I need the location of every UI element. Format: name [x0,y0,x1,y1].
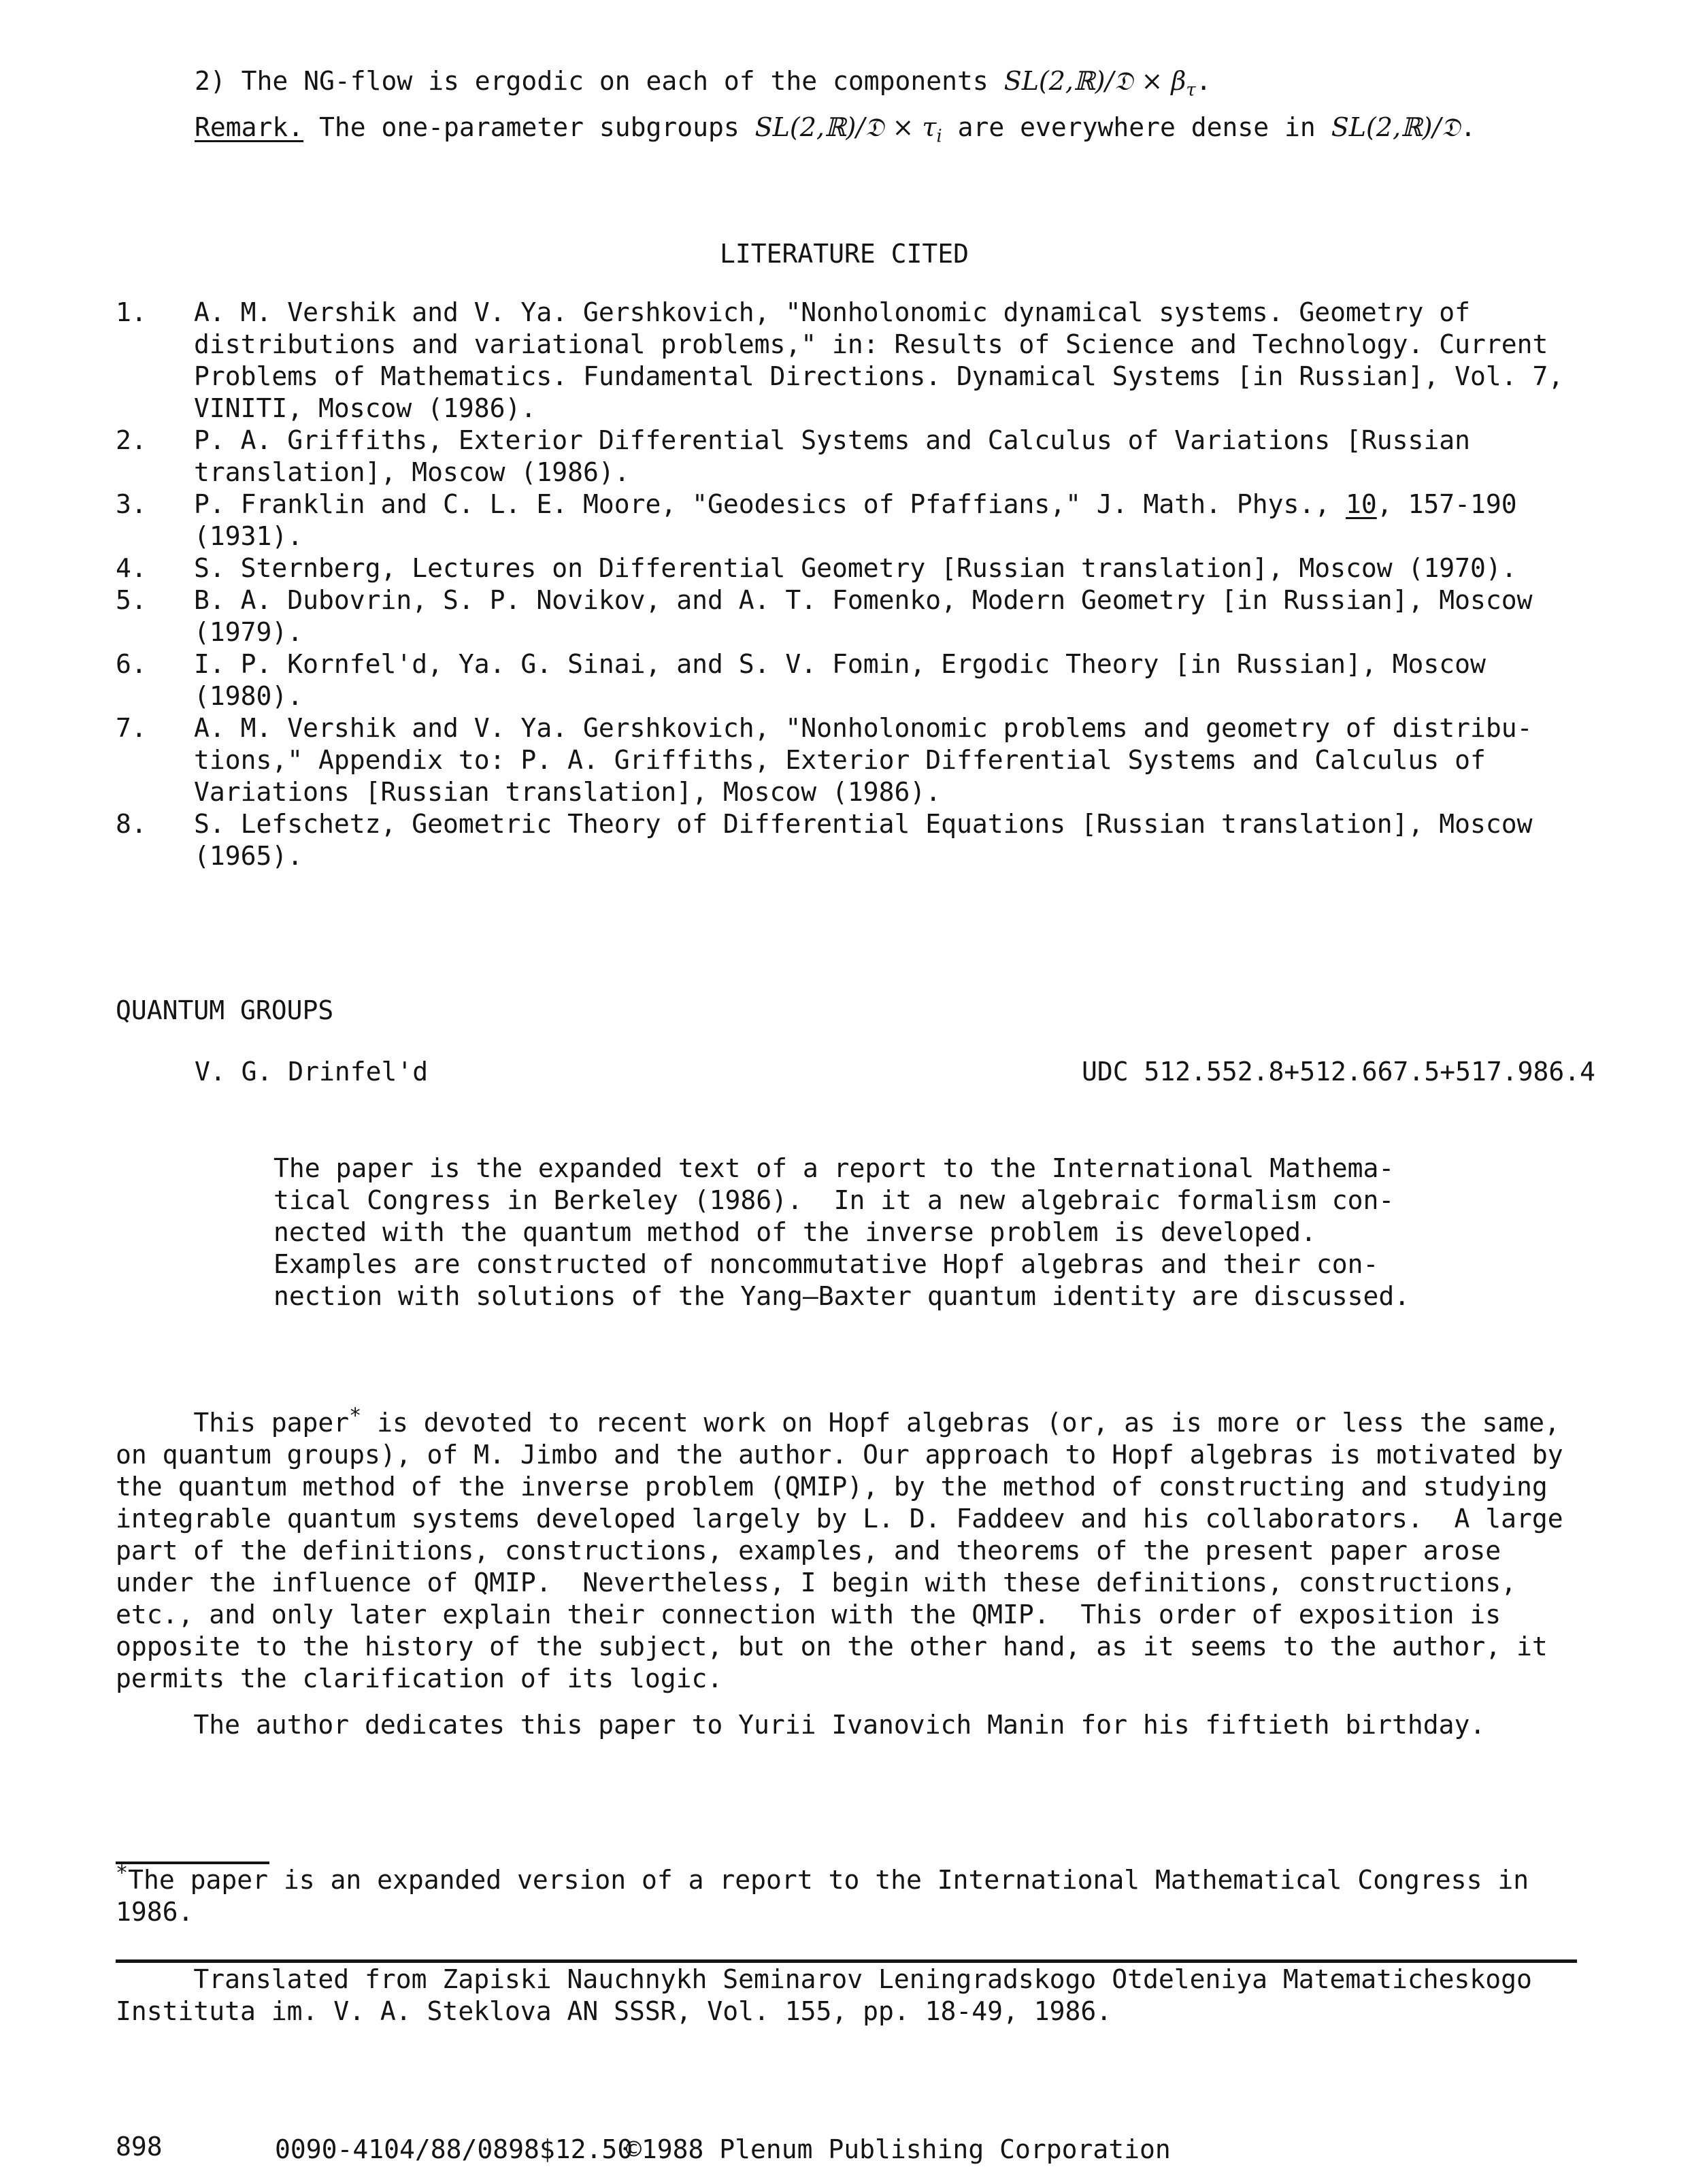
page-number: 898 [116,2132,163,2162]
reference-text [194,489,1585,552]
reference-number: 7. [116,713,147,743]
reference-number: 1. [116,297,147,327]
reference-text: B. A. Dubovrin, S. P. Novikov, and A. T. Fomenko, Modern Geometry [in Russian], Moscow (1979). [194,585,1533,647]
remark-formula: SL(2,ℝ)/𝔇 × τ [754,112,937,142]
reference-number: 4. [116,553,147,583]
reference-number: 2. [116,425,147,455]
reference-text: A. M. Vershik and V. Ya. Gershkovich, "Nonholonomic dynamical systems. Geometry of distributions and variational problems," in: Results of Science and Technology. Current Problems of Mathematics. Fundamental Directions. Dynamical Systems [in Russian], Vol. 7, VINITI, Moscow (1986). [194,297,1564,423]
translation-rule [116,1959,1577,1963]
intro-text-start: This paper [116,1408,350,1438]
ergodic-formula-subscript: τ [1186,80,1196,101]
reference-text: I. P. Kornfel'd, Ya. G. Sinai, and S. V. Fomin, Ergodic Theory [in Russian], Moscow (1980). [194,649,1486,711]
reference-item [116,712,1585,808]
ergodic-statement-text: 2) The NG-flow is ergodic on each of the components [195,66,1004,96]
udc-code: UDC 512.552.8+512.667.5+517.986.4 [1082,1057,1595,1087]
reference-text: S. Lefschetz, Geometric Theory of Differential Equations [Russian translation], Moscow (1965). [194,809,1533,871]
intro-paragraph [116,1404,1563,1695]
remark-label: Remark. [195,112,304,142]
reference-list [116,297,1585,872]
reference-item [116,584,1585,648]
translation-note: Translated from Zapiski Nauchnykh Seminarov Leningradskogo Otdeleniya Matematicheskogo Instituta im. V. A. Steklova AN SSSR, Vol. 155, pp. 18-49, 1986. [116,1964,1532,2026]
literature-heading: LITERATURE CITED [720,239,969,269]
reference-number: 5. [116,585,147,615]
footnote [116,1861,1529,1928]
article-title: QUANTUM GROUPS [116,995,334,1025]
dedication: The author dedicates this paper to Yurii Ivanovich Manin for his fiftieth birthday. [116,1710,1486,1740]
footnote-text: The paper is an expanded version of a report to the International Mathematical Congress in 1986. [116,1865,1529,1927]
remark-text-middle: are everywhere dense in [942,112,1331,142]
reference-text-part: , 157-190 (1931). [194,489,1517,551]
remark-formula-subscript: i [936,126,942,147]
ergodic-formula: SL(2,ℝ)/𝔇 × β [1003,66,1186,96]
reference-volume: 10 [1345,489,1377,519]
article-author: V. G. Drinfel'd [195,1057,429,1087]
footnote-marker: * [349,1404,362,1428]
reference-item [116,489,1585,552]
intro-text-rest: is devoted to recent work on Hopf algebras (or, as is more or less the same, on quantum groups), of M. Jimbo and the author. Our approach to Hopf algebras is motivated by the quantum method of the inverse problem (QMIP), by the method of constructing and studying integrable quantum systems developed largely by L. D. Faddeev and his collaborators. A large part of the definitions, constructions, examples, and theorems of the present paper arose under the influence of QMIP. Nevertheless, I begin with these definitions, constructions, etc., and only later explain their connection with the QMIP. This order of exposition is opposite to the history of the subject, but on the other hand, as it seems to the author, it permits the clarification of its logic. [116,1408,1563,1693]
abstract: The paper is the expanded text of a report to the International Mathema- tical Congress in Berkeley (1986). In it a new algebraic formalism con- nected with the quantum method of the inverse problem is developed. Examples are constructed of noncommutative Hopf algebras and their con- nection with solutions of the Yang–Baxter quantum identity are discussed. [273,1153,1410,1311]
reference-item [116,648,1585,712]
remark-period: . [1460,112,1476,142]
copyright: ©1988 Plenum Publishing Corporation [626,2134,1171,2164]
ergodic-statement-period: . [1195,66,1212,96]
reference-number: 6. [116,649,147,679]
reference-number: 8. [116,809,147,839]
reference-item [116,552,1585,584]
footnote-star: * [116,1861,129,1885]
ergodic-statement [195,65,1212,107]
reference-text: S. Sternberg, Lectures on Differential Geometry [Russian translation], Moscow (1970). [194,553,1517,583]
reference-item [116,808,1585,872]
publication-code: 0090-4104/88/0898$12.50 [275,2134,633,2164]
reference-number: 3. [116,489,147,519]
remark-formula-2: SL(2,ℝ)/𝔇 [1331,112,1461,142]
reference-text-part: P. Franklin and C. L. E. Moore, "Geodesics of Pfaffians," J. Math. Phys., [194,489,1346,519]
reference-text: A. M. Vershik and V. Ya. Gershkovich, "Nonholonomic problems and geometry of distribu- tions," Appendix to: P. A. Griffiths, Exterior Differential Systems and Calculus of Variations [Russian translation], Moscow (1986). [194,713,1533,807]
remark-statement [195,112,1476,153]
reference-item [116,425,1585,489]
reference-item [116,297,1585,425]
remark-text: The one-parameter subgroups [303,112,755,142]
reference-text: P. A. Griffiths, Exterior Differential Systems and Calculus of Variations [Russian translation], Moscow (1986). [194,425,1470,487]
